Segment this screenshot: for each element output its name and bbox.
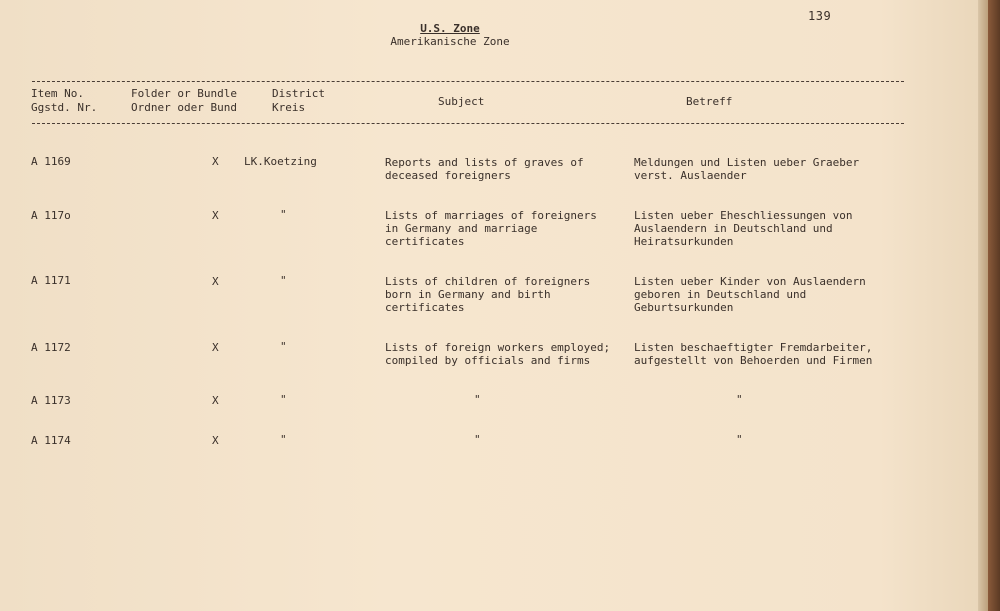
folder-mark: X (212, 209, 219, 222)
header-folder-en: Folder or Bundle (131, 87, 237, 100)
page-number: 139 (808, 9, 832, 23)
header-subject: Subject (438, 95, 485, 108)
subject-cell: Lists of foreign workers employed; compiled by officials and firms (385, 341, 611, 367)
item-number: A 1174 (31, 434, 71, 447)
betreff-cell: Listen ueber Eheschliessungen von Auslaendern in Deutschland und Heiratsurkunden (634, 209, 853, 248)
betreff-cell: " (736, 393, 743, 406)
subject-cell: " (474, 433, 481, 446)
folder-mark: X (212, 341, 219, 354)
header-item-en: Item No. (31, 87, 84, 100)
item-number: A 1171 (31, 274, 71, 287)
district-cell: " (280, 433, 287, 446)
folder-mark: X (212, 434, 219, 447)
item-number: A 117o (31, 209, 71, 222)
header-top-rule (32, 81, 904, 82)
district-cell: " (280, 274, 287, 287)
item-number: A 1173 (31, 394, 71, 407)
district-cell: " (280, 393, 287, 406)
betreff-cell: Listen ueber Kinder von Auslaendern geboren in Deutschland und Geburtsurkunden (634, 275, 866, 314)
subject-cell: Lists of children of foreigners born in Germany and birth certificates (385, 275, 591, 314)
district-cell: " (280, 208, 287, 221)
zone-subtitle: Amerikanische Zone (390, 35, 510, 48)
item-number: A 1172 (31, 341, 71, 354)
folder-mark: X (212, 155, 219, 168)
book-binding (988, 0, 1000, 611)
subject-cell: " (474, 393, 481, 406)
folder-mark: X (212, 394, 219, 407)
subject-cell: Lists of marriages of foreigners in Germany and marriage certificates (385, 209, 597, 248)
header-district-de: Kreis (272, 101, 306, 114)
header-item-de: Ggstd. Nr. (31, 101, 98, 114)
district-cell: LK.Koetzing (244, 155, 317, 168)
page-edge-stack (978, 0, 988, 611)
betreff-cell: Meldungen und Listen ueber Graeber verst. Auslaender (634, 156, 860, 182)
item-number: A 1169 (31, 155, 71, 168)
subject-cell: Reports and lists of graves of deceased foreigners (385, 156, 584, 182)
betreff-cell: Listen beschaeftigter Fremdarbeiter, aufgestellt von Behoerden und Firmen (634, 341, 873, 367)
folder-mark: X (212, 275, 219, 288)
zone-title: U.S. Zone (420, 22, 480, 35)
district-cell: " (280, 340, 287, 353)
header-bottom-rule (32, 123, 904, 124)
betreff-cell: " (736, 433, 743, 446)
header-folder-de: Ordner oder Bund (131, 101, 237, 114)
header-district-en: District (272, 87, 325, 100)
header-betreff: Betreff (686, 95, 733, 108)
